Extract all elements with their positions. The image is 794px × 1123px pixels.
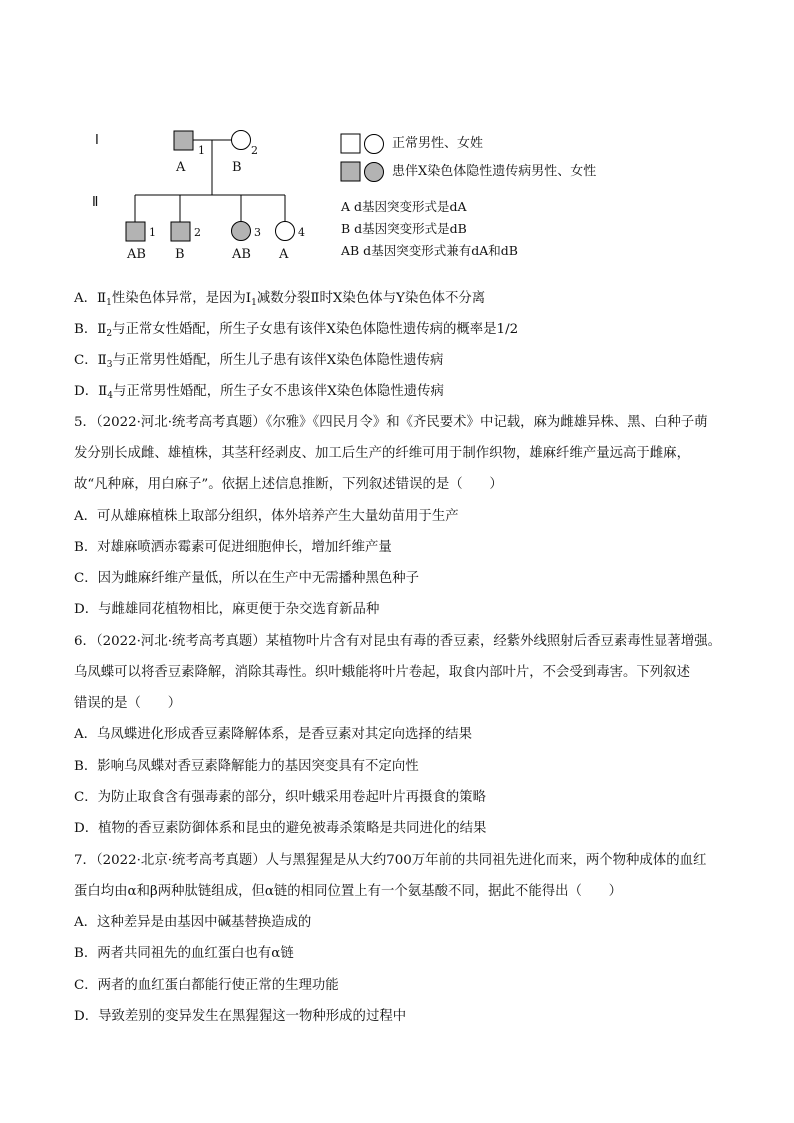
q5-option-c: C．因为雌麻纤维产量低，所以在生产中无需播种黑色种子 — [74, 571, 420, 586]
legend-affected-label: 患伴X染色体隐性遗传病男性、女性 — [392, 164, 597, 179]
legend-affected-female-symbol — [365, 163, 384, 182]
q5-option-a: A．可从雄麻植株上取部分组织，体外培养产生大量幼苗用于生产 — [74, 509, 459, 524]
I2-mutation-type: B — [232, 160, 242, 175]
q5-stem-line-2: 发分别长成雌、雄植株，其茎秆经剥皮、加工后生产的纤维可用于制作织物，雄麻纤维产量远高于雌麻， — [74, 446, 690, 461]
q7-stem-line-1: 7．（2022·北京·统考高考真题）人与黑猩猩是从大约700万年前的共同祖先进化而来，两个物种成体的血红 — [74, 853, 707, 868]
note-type-ab: AB d基因突变形式兼有dA和dB — [341, 243, 518, 258]
q7-stem-line-2: 蛋白均由α和β两种肽链组成，但α链的相同位置上有一个氨基酸不同，据此不能得出（ ） — [74, 884, 623, 899]
note-type-a: A d基因突变形式是dA — [341, 199, 467, 214]
generation-II-label: Ⅱ — [92, 195, 99, 210]
q7-option-b: B．两者共同祖先的血红蛋白也有α链 — [74, 946, 294, 961]
q4-option-c: C．$Ⅱ_3$与正常男性婚配，所生儿子患有该伴X染色体隐性遗传病 — [74, 353, 444, 370]
I1-number: 1 — [198, 144, 205, 157]
q7-option-d: D．导致差别的变异发生在黑猩猩这一物种形成的过程中 — [74, 1009, 407, 1024]
q6-stem-line-2: 乌凤蝶可以将香豆素降解，消除其毒性。织叶蛾能将叶片卷起，取食内部叶片，不会受到毒害。下列叙述 — [74, 665, 690, 680]
II2-mutation-type: B — [175, 247, 185, 262]
q5-option-b: B．对雄麻喷洒赤霉素可促进细胞伸长，增加纤维产量 — [74, 540, 392, 555]
II4-mutation-type: A — [279, 247, 289, 262]
q4-option-d: D．$Ⅱ_4$与正常男性婚配，所生子女不患该伴X染色体隐性遗传病 — [74, 384, 444, 401]
q5-option-d: D．与雌雄同花植物相比，麻更便于杂交选育新品种 — [74, 602, 380, 617]
II3-number: 3 — [254, 226, 261, 239]
II1-mutation-type: AB — [127, 247, 146, 262]
q7-option-a: A．这种差异是由基因中碱基替换造成的 — [74, 915, 312, 930]
q4-option-a: A．$Ⅱ_1$性染色体异常，是因为$Ⅰ_1$减数分裂Ⅱ时X染色体与Y染色体不分离 — [74, 291, 486, 308]
II3-mutation-type: AB — [232, 247, 251, 262]
pedigree-figure — [80, 120, 640, 270]
q6-option-d: D．植物的香豆素防御体系和昆虫的避免被毒杀策略是共同进化的结果 — [74, 821, 487, 836]
q6-option-a: A．乌凤蝶进化形成香豆素降解体系，是香豆素对其定向选择的结果 — [74, 727, 472, 742]
II4-number: 4 — [298, 226, 305, 239]
II4-normal-female-symbol — [276, 222, 295, 241]
q6-stem-line-1: 6．（2022·河北·统考高考真题）某植物叶片含有对昆虫有毒的香豆素，经紫外线照射后香豆素毒性显著增强。 — [74, 634, 721, 649]
II2-affected-male-symbol — [171, 222, 190, 241]
I1-affected-male-symbol — [174, 131, 193, 150]
q6-option-b: B．影响乌凤蝶对香豆素降解能力的基因突变具有不定向性 — [74, 759, 419, 774]
II1-affected-male-symbol — [126, 222, 145, 241]
I2-normal-female-symbol — [232, 131, 251, 150]
q4-option-b: B．$Ⅱ_2$与正常女性婚配，所生子女患有该伴X染色体隐性遗传病的概率是1/2 — [74, 322, 519, 339]
q6-option-c: C．为防止取食含有强毒素的部分，织叶蛾采用卷起叶片再摄食的策略 — [74, 790, 486, 805]
I1-mutation-type: A — [176, 160, 186, 175]
legend-normal-female-symbol — [365, 135, 384, 154]
note-type-b: B d基因突变形式是dB — [341, 221, 467, 236]
I2-number: 2 — [251, 144, 258, 157]
q5-stem-line-1: 5．（2022·河北·统考高考真题）《尔雅》《四民月令》和《齐民要术》中记载，麻为雌雄异株、黑、白种子萌 — [74, 415, 708, 430]
legend-affected-male-symbol — [341, 162, 360, 181]
II2-number: 2 — [194, 226, 201, 239]
II3-affected-female-symbol — [232, 222, 251, 241]
q5-stem-line-3: 故“凡种麻，用白麻子”。依据上述信息推断，下列叙述错误的是（ ） — [74, 477, 503, 492]
q6-stem-line-3: 错误的是（ ） — [74, 696, 182, 711]
generation-I-label: Ⅰ — [95, 133, 99, 148]
q7-option-c: C．两者的血红蛋白都能行使正常的生理功能 — [74, 978, 339, 993]
legend-normal-male-symbol — [341, 134, 360, 153]
II1-number: 1 — [149, 226, 156, 239]
legend-normal-label: 正常男性、女姓 — [392, 136, 484, 151]
